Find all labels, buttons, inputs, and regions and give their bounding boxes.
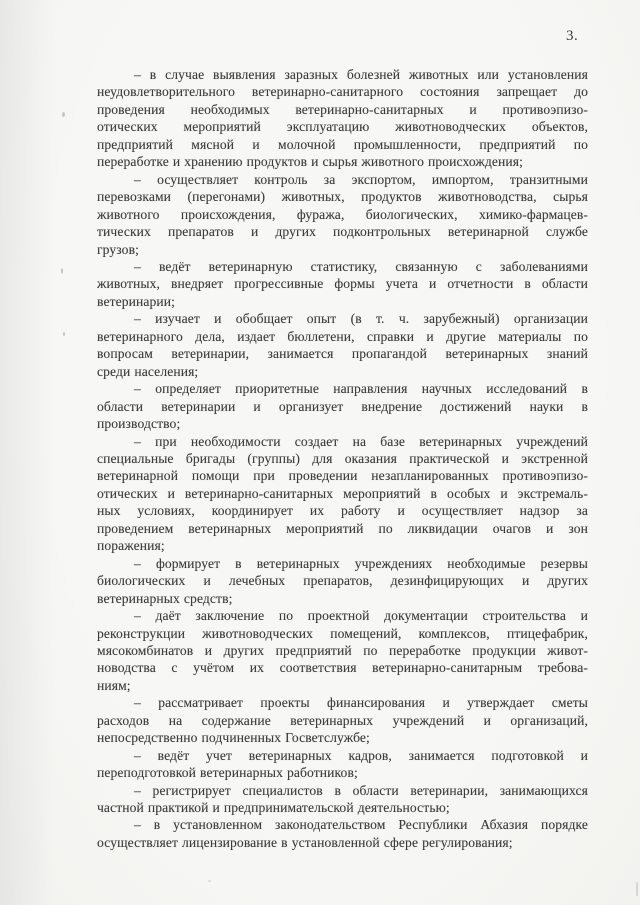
- text-line: новодства с учётом их соответствия ветеринарно-санитарным требова-: [97, 660, 588, 676]
- text-line: специальные бригады (группы) для оказания практической и экстренной: [97, 450, 588, 466]
- page-number: 3.: [566, 28, 579, 44]
- text-line: проведением ветеринарных мероприятий по ликвидации очагов и зон: [97, 520, 588, 536]
- text-line: – изучает и обобщает опыт (в т. ч. зарубежный) организации: [134, 311, 588, 327]
- text-line: – регистрирует специалистов в области ветеринарии, занимающихся: [134, 782, 588, 798]
- text-line: предприятий мясной и молочной промышленности, предприятий по: [97, 136, 588, 152]
- text-line: ветеринарной помощи при проведении незапланированных противоэпизо-: [97, 468, 588, 484]
- text-line: – формирует в ветеринарных учреждениях необходимые резервы: [134, 555, 588, 571]
- text-line: ветеринарного дела, издает бюллетени, справки и другие материалы по: [97, 328, 588, 344]
- text-line: – ведёт ветеринарную статистику, связанную с заболеваниями: [134, 258, 588, 274]
- text-line: тических препаратов и других подконтрольных ветеринарной службе: [97, 224, 588, 240]
- body-paragraph: [97, 555, 588, 607]
- text-line: биологических и лечебных препаратов, дезинфицирующих и других: [97, 573, 588, 589]
- body-paragraph: [97, 694, 588, 746]
- body-paragraph: [97, 747, 588, 782]
- text-line: – осуществляет контроль за экспортом, импортом, транзитными: [134, 171, 588, 187]
- text-line: неудовлетворительного ветеринарно-санитарного состояния запрещает до: [97, 84, 588, 100]
- text-line: ниям;: [97, 677, 131, 693]
- text-block: [97, 66, 588, 851]
- body-paragraph: [97, 816, 588, 851]
- text-line: реконструкции животноводческих помещений, комплексов, птицефабрик,: [97, 625, 588, 641]
- text-line: проведения необходимых ветеринарно-санитарных и противоэпизо-: [97, 101, 588, 117]
- text-line: отических и ветеринарно-санитарных мероприятий в особых и экстремаль-: [97, 485, 588, 501]
- text-line: грузов;: [97, 241, 139, 257]
- body-paragraph: [97, 380, 588, 432]
- text-line: ных условиях, координирует их работу и осуществляет надзор за: [97, 503, 588, 519]
- scan-artifact: [636, 882, 638, 896]
- text-line: расходов на содержание ветеринарных учреждений и организаций,: [97, 712, 588, 728]
- body-paragraph: [97, 171, 588, 258]
- text-line: непосредственно подчиненных Госветслужбе;: [97, 730, 370, 746]
- text-line: – рассматривает проекты финансирования и утверждает сметы: [134, 695, 588, 711]
- text-line: – при необходимости создает на базе ветеринарных учреждений: [134, 433, 588, 449]
- text-line: – определяет приоритетные направления научных исследований в: [134, 381, 588, 397]
- text-line: области ветеринарии и организует внедрение достижений науки в: [97, 398, 588, 414]
- text-line: среди населения;: [97, 363, 199, 379]
- text-line: животного происхождения, фуража, биологических, химико-фармацев-: [97, 206, 588, 222]
- text-line: отических мероприятий эксплуатацию животноводческих объектов,: [97, 119, 588, 135]
- body-paragraph: [97, 607, 588, 694]
- body-paragraph: [97, 258, 588, 310]
- text-line: производство;: [97, 416, 181, 432]
- scan-edge-shadow: [0, 0, 70, 905]
- text-line: ветеринарных средств;: [97, 590, 233, 606]
- text-line: поражения;: [97, 538, 165, 554]
- text-line: – даёт заключение по проектной документации строительства и: [134, 608, 588, 624]
- scan-artifact: [62, 112, 65, 117]
- text-line: – в установленном законодательством Республики Абхазия порядке: [134, 817, 588, 833]
- text-line: мясокомбинатов и других предприятий по переработке продукции живот-: [97, 642, 588, 658]
- text-line: частной практикой и предпринимательской деятельностью;: [97, 800, 450, 816]
- text-line: осуществляет лицензирование в установленной сфере регулирования;: [97, 834, 513, 850]
- body-paragraph: [97, 433, 588, 555]
- text-line: переподготовкой ветеринарных работников;: [97, 765, 358, 781]
- text-line: – в случае выявления заразных болезней животных или установления: [134, 67, 588, 82]
- text-line: животных, внедряет прогрессивные формы учета и отчетности в области: [97, 276, 588, 292]
- body-paragraph: [97, 782, 588, 817]
- body-paragraph: [97, 310, 588, 380]
- scan-artifact: [63, 332, 65, 336]
- scan-artifact: [61, 268, 63, 274]
- body-paragraph: [97, 66, 588, 171]
- scan-artifact: [208, 880, 211, 882]
- text-line: вопросам ветеринарии, занимается пропагандой ветеринарных знаний: [97, 346, 588, 362]
- text-line: перевозками (перегонами) животных, продуктов животноводства, сырья: [97, 189, 588, 205]
- text-line: переработке и хранению продуктов и сырья животного происхождения;: [97, 154, 524, 170]
- text-line: – ведёт учет ветеринарных кадров, занимается подготовкой и: [134, 747, 588, 763]
- text-line: ветеринарии;: [97, 293, 176, 309]
